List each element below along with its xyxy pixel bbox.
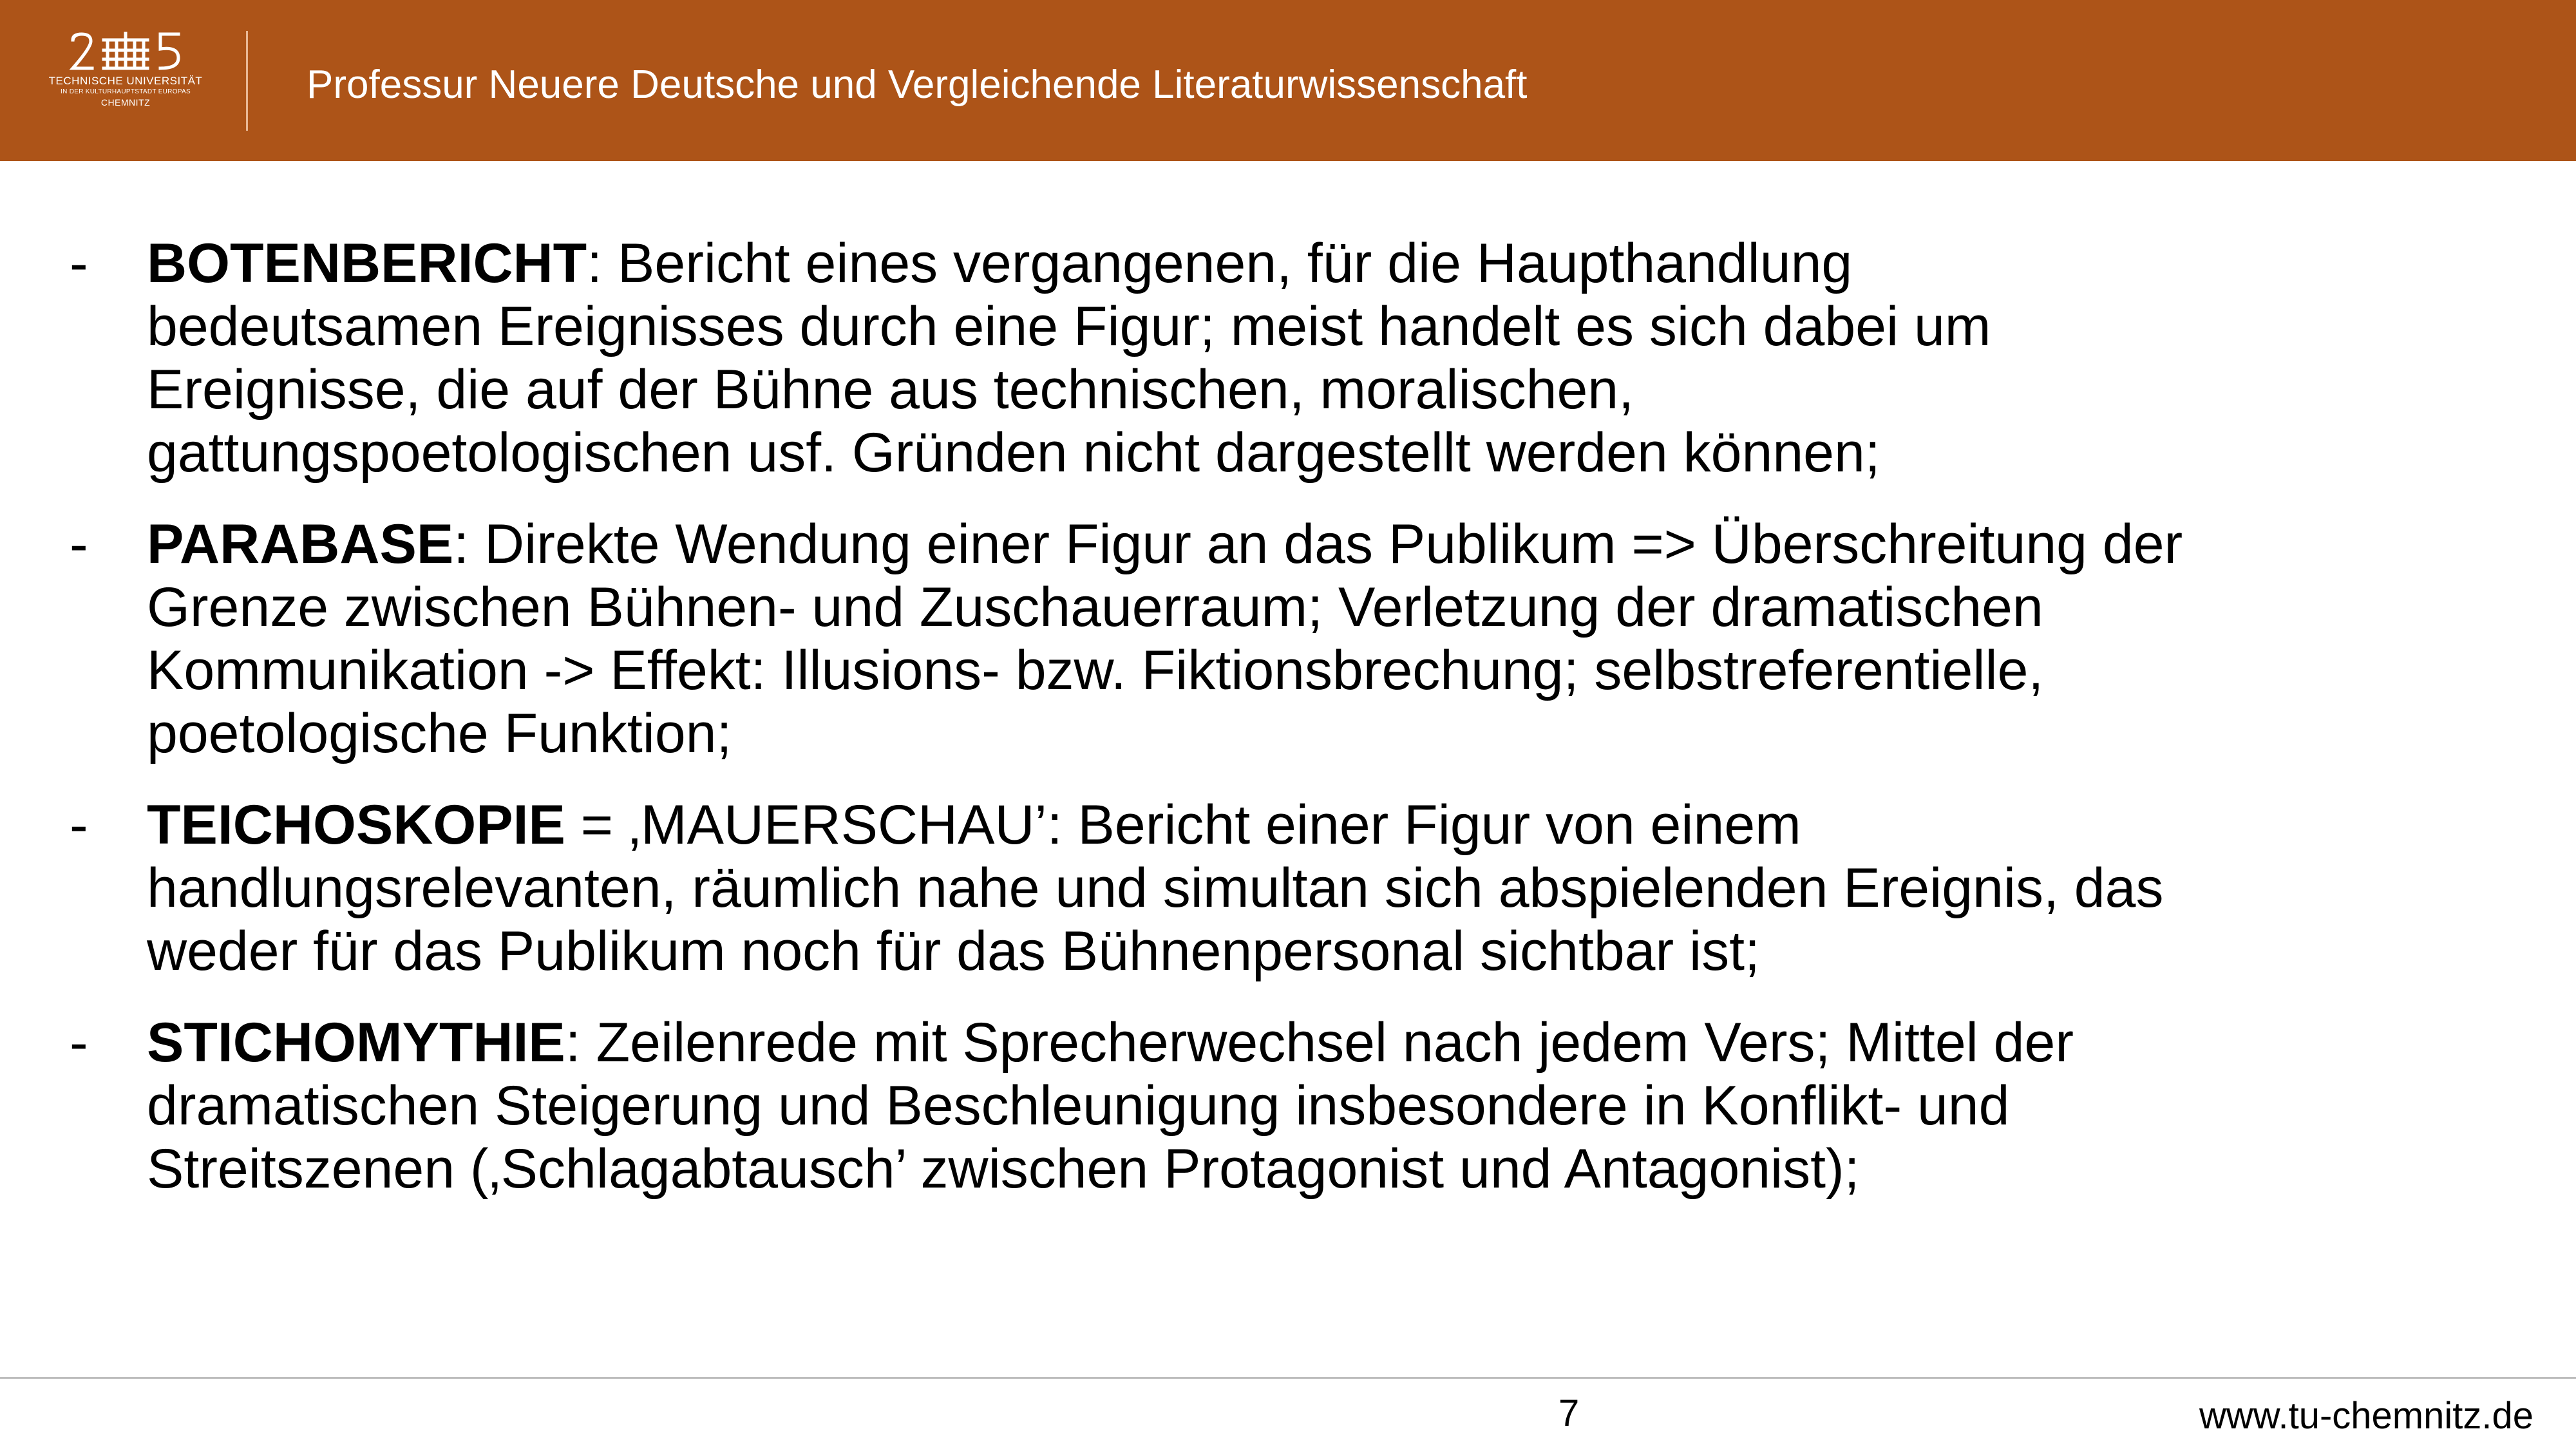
header-divider — [246, 31, 248, 131]
logo-city: CHEMNITZ — [100, 97, 151, 108]
definition-item-botenbericht — [0, 232, 2190, 484]
bullet-dash: - — [70, 232, 88, 294]
header-title: Professur Neuere Deutsche und Vergleichende Literaturwissenschaft — [307, 62, 1528, 107]
footer-divider — [0, 1377, 2576, 1379]
definition-term: TEICHOSKOPIE — [147, 794, 565, 856]
website-url: www.tu-chemnitz.de — [2199, 1395, 2533, 1437]
definition-text: : Bericht eines vergangenen, für die Haupthandlung bedeutsamen Ereignisses durch eine Figur; meist handelt es sich dabei um Ereignisse, die auf der Bühne aus technischen, moralischen, gattungspoetologischen usf. Gründen nicht dargestellt werden können; — [147, 232, 1991, 484]
logo-tagline: IN DER KULTURHAUPTSTADT EUROPAS — [61, 88, 191, 95]
bullet-dash: - — [70, 513, 88, 575]
definition-item-teichoskopie — [0, 793, 2190, 983]
university-logo — [39, 31, 213, 134]
bullet-dash: - — [70, 1012, 88, 1074]
definition-text: : Zeilenrede mit Sprecherwechsel nach jedem Vers; Mittel der dramatischen Steigerung und Beschleunigung insbesondere in Konflikt- und Streitszenen (‚Schlagabtausch’ zwischen Protagonist und Antagonist); — [147, 1012, 2074, 1200]
page-number: 7 — [1558, 1392, 1580, 1434]
slide-header — [0, 0, 2576, 161]
logo-university-name: TECHNISCHE UNIVERSITÄT — [48, 75, 203, 87]
tu-chemnitz-logo-icon — [68, 31, 184, 72]
definition-text: : Direkte Wendung einer Figur an das Publikum => Überschreitung der Grenze zwischen Bühnen- und Zuschauerraum; Verletzung der dramatischen Kommunikation -> Effekt: Illusions- bzw. Fiktionsbrechung; selbstreferentielle, poetologische Funktion; — [147, 513, 2183, 764]
bullet-dash: - — [70, 794, 88, 856]
definition-term: STICHOMYTHIE — [147, 1012, 565, 1074]
definition-term: BOTENBERICHT — [147, 232, 587, 294]
definition-text: = ‚MAUERSCHAU’: Bericht einer Figur von einem handlungsrelevanten, räumlich nahe und simultan sich abspielenden Ereignis, das weder für das Publikum noch für das Bühnenpersonal sichtbar ist; — [147, 794, 2164, 982]
definition-item-stichomythie — [0, 1011, 2190, 1200]
definition-item-parabase — [0, 513, 2190, 765]
slide-content — [0, 232, 2190, 1229]
definition-term: PARABASE — [147, 513, 454, 575]
